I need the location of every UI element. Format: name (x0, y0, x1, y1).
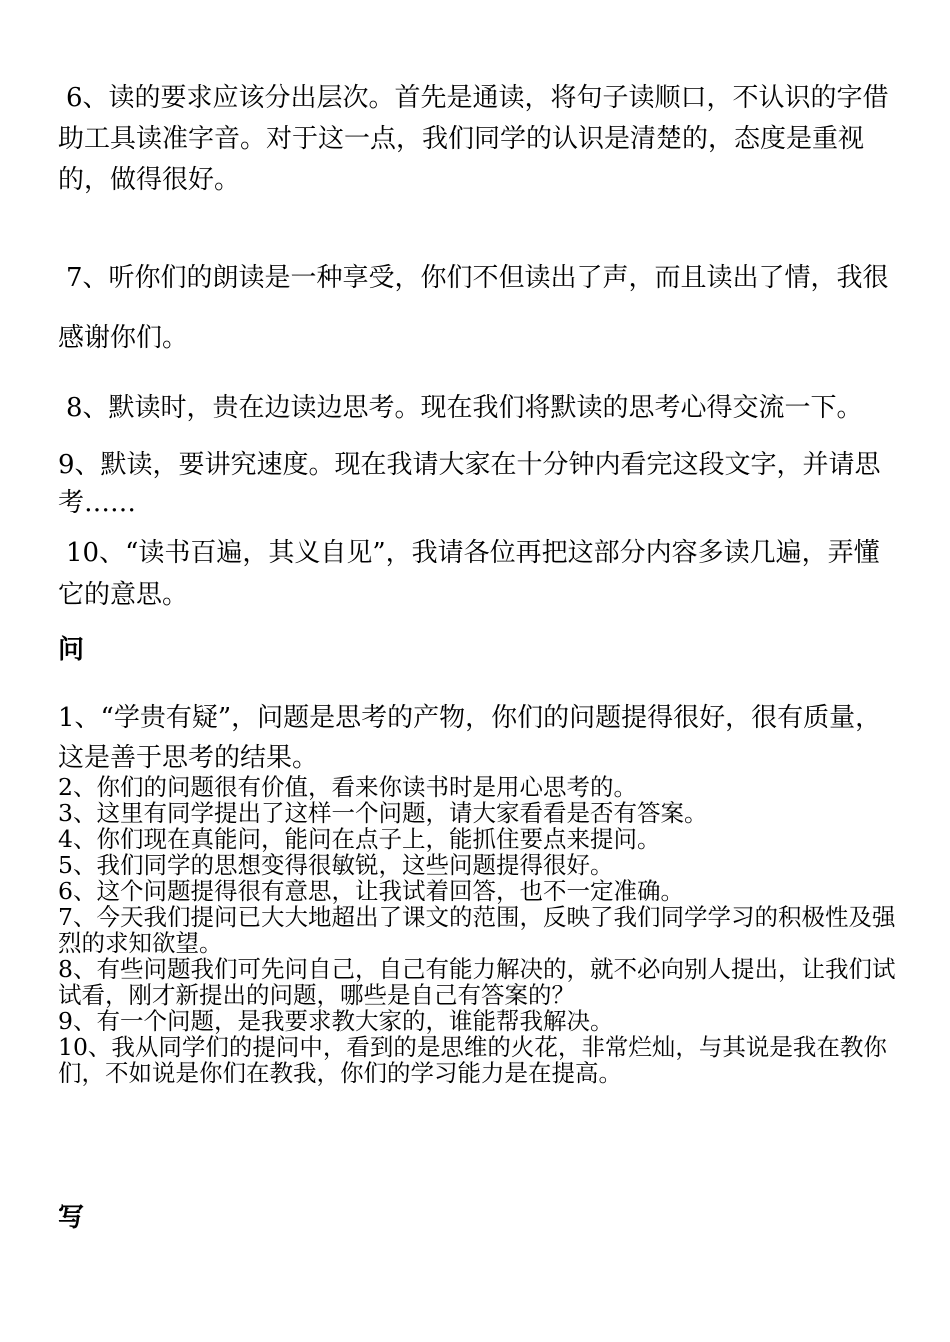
reading-item-7: 7、听你们的朗读是一种享受，你们不但读出了声，而且读出了情，我很感谢你们。 (58, 263, 889, 353)
section-heading-ask: 问 (58, 635, 85, 665)
section-heading-write: 写 (58, 1203, 85, 1233)
list-item: 9、有一个问题，是我要求教大家的，谁能帮我解决。 (58, 1007, 614, 1035)
reading-item-10: 10、“读书百遍，其义自见”，我请各位再把这部分内容多读几遍，弄懂它的意思。 (58, 538, 880, 610)
list-item: 4、你们现在真能问，能问在点子上，能抓住要点来提问。 (58, 825, 661, 853)
reading-item-6: 6、读的要求应该分出层次。首先是通读，将句子读顺口，不认识的字借助工具读准字音。对于这一点，我们同学的认识是清楚的，态度是重视的，做得很好。 (58, 83, 889, 195)
list-item: 8、有些问题我们可先问自己，自己有能力解决的，就不必向别人提出，让我们试试看，刚才新提出的问题，哪些是自己有答案的？ (58, 955, 896, 1009)
ask-list (58, 774, 903, 1086)
ask-item-1: 1、“学贵有疑”，问题是思考的产物，你们的问题提得很好，很有质量，这是善于思考的结果。 (58, 703, 882, 773)
reading-item-9: 9、默读，要讲究速度。现在我请大家在十分钟内看完这段文字，并请思考…… (58, 450, 881, 518)
list-item: 10、我从同学们的提问中，看到的是思维的火花，非常烂灿，与其说是我在教你们，不如说是你们在教我，你们的学习能力是在提高。 (58, 1033, 887, 1087)
list-item: 5、我们同学的思想变得很敏锐，这些问题提得很好。 (58, 851, 614, 879)
list-item: 7、今天我们提问已大大地超出了课文的范围，反映了我们同学学习的积极性及强烈的求知欲望。 (58, 903, 896, 957)
list-item: 3、这里有同学提出了这样一个问题，请大家看看是否有答案。 (58, 799, 708, 827)
list-item: 2、你们的问题很有价值，看来你读书时是用心思考的。 (58, 773, 637, 801)
reading-item-8: 8、默读时，贵在边读边思考。现在我们将默读的思考心得交流一下。 (66, 393, 863, 423)
list-item: 6、这个问题提得很有意思，让我试着回答，也不一定准确。 (58, 877, 684, 905)
